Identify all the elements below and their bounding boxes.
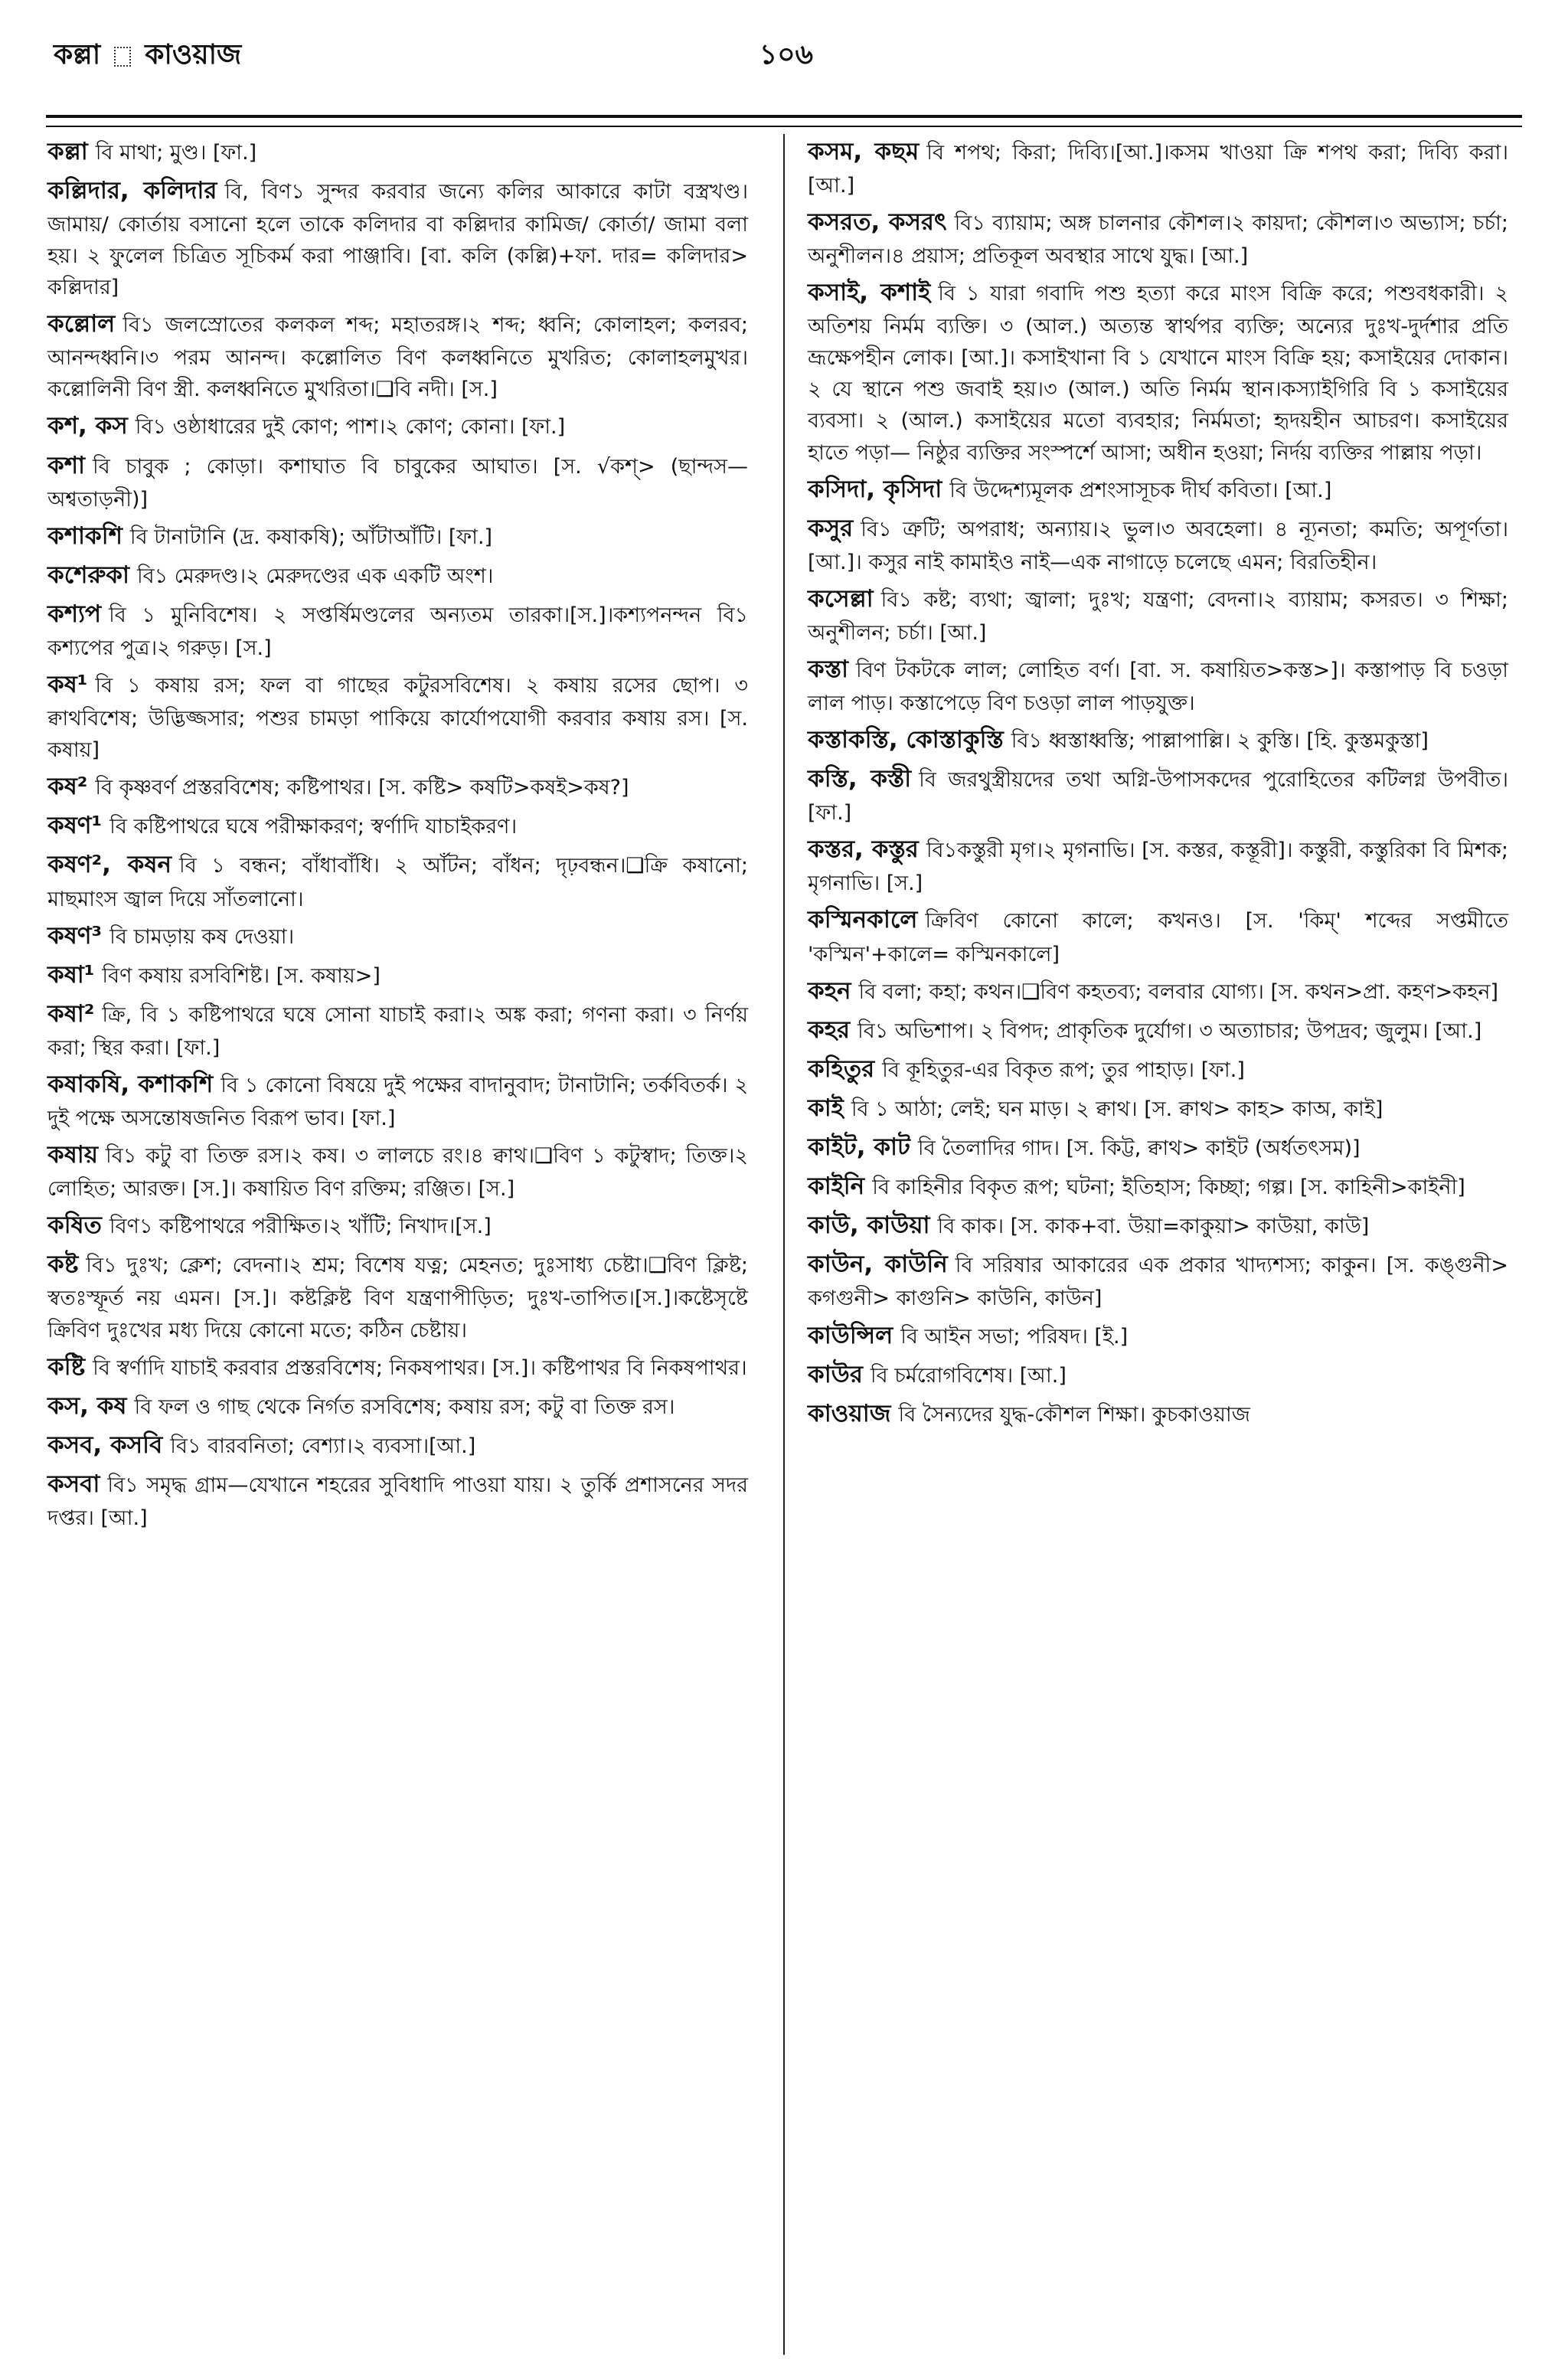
entry-definition: বি১ বারবনিতা; বেশ্যা।২ ব্যবসা।[আ.] (170, 1434, 476, 1458)
entry-headword: কষা² (47, 999, 95, 1028)
entry-headword: কস্তাকস্তি, কোস্তাকুস্তি (808, 726, 1004, 754)
entry-definition: বি১ দুঃখ; ক্লেশ; বেদনা।২ শ্রম; বিশেষ যত্ন; মেহনত; দুঃসাধ্য চেষ্টা।❑বিণ ক্লিষ্ট; স্বতঃস্ফূর্ত নয় এমন। [স.]। কষ্টক্লিষ্ট বিণ যন্ত্রণাপীড়িত; দুঃখ-তাপিত।[স.]।কষ্টেসৃষ্টে ক্রিবিণ দুঃখের মধ্য দিয়ে কোনো মতে; কঠিন চেষ্টায়। (47, 1254, 748, 1342)
entry-headword: কসুর (808, 514, 854, 542)
entry-definition: বি উদ্দেশ্যমূলক প্রশংসাসূচক দীর্ঘ কবিতা। [আ.] (949, 478, 1332, 502)
entry-headword: কষায় (47, 1141, 99, 1169)
entry-definition: বি তৈলাদির গাদ। [স. কিট্ট, ক্বাথ> কাইট (অর্ধতৎসম)] (917, 1136, 1361, 1161)
entry-headword: কষ্টি (47, 1352, 86, 1381)
dictionary-entry (47, 1208, 748, 1244)
left-column (47, 134, 748, 1537)
entry-headword: কাউর (808, 1360, 863, 1388)
entry-headword: কশ্যপ (47, 600, 102, 628)
entry-headword: কহন (808, 976, 851, 1005)
right-column (808, 134, 1508, 1435)
dictionary-entry (808, 1130, 1508, 1166)
entry-definition: বি শপথ; কিরা; দিব্যি।[আ.]।কসম খাওয়া ক্রি শপথ করা; দিব্যি করা। [আ.] (808, 141, 1508, 198)
entry-headword: কাইট, কাট (808, 1133, 910, 1162)
entry-headword: কাই (808, 1094, 844, 1122)
entry-definition: বি১ মেরুদণ্ড।২ মেরুদণ্ডের এক একটি অংশ। (136, 564, 494, 588)
entry-definition: বি ১ কষায় রস; ফল বা গাছের কটুরসবিশেষ। ২ কষায় রসের ছোপ। ৩ ক্বাথবিশেষ; উদ্ভিজ্জসার; পশুর চামড়া পাকিয়ে কার্যোপযোগী করবার কষায় রস। [স. কষায়] (47, 674, 748, 763)
entry-definition: বি বলা; কহা; কথন।❑বিণ কহতব্য; বলবার যোগ্য। [স. কথন>প্রা. কহণ>কহন] (858, 979, 1499, 1004)
entry-definition: বি১ অভিশাপ। ২ বিপদ; প্রাকৃতিক দুর্যোগ। ৩ অত্যাচার; উপদ্রব; জুলুম। [আ.] (858, 1019, 1482, 1043)
entry-headword: কাইনি (808, 1172, 865, 1201)
dictionary-entry (808, 511, 1508, 578)
dictionary-entry (47, 1388, 748, 1424)
entry-headword: কস্তর, কস্তুর (808, 835, 919, 864)
dictionary-entry (47, 1247, 748, 1346)
dictionary-entry (47, 173, 748, 303)
dictionary-entry (47, 558, 748, 594)
entry-definition: বি১ ধ্বস্তাধ্বস্তি; পাল্লাপাল্লি। ২ কুস্তি। [হি. কুস্তমকুস্তা] (1011, 729, 1429, 754)
entry-headword: কহর (808, 1015, 851, 1044)
entry-headword: কশেরুকা (47, 561, 129, 589)
dictionary-entry (808, 1012, 1508, 1048)
dictionary-entry (808, 902, 1508, 970)
entry-definition: বি ১ মুনিবিশেষ। ২ সপ্তর্ষিমণ্ডলের অন্যতম তারকা।[স.]।কশ্যপনন্দন বি১ কশ্যপের পুত্র।২ গরুড়। [স.] (47, 603, 748, 661)
header-rule (46, 115, 1522, 127)
dictionary-entry (47, 448, 748, 515)
entry-headword: কশ, কস (47, 412, 128, 440)
entry-headword: কসাই, কশাই (808, 279, 931, 307)
dictionary-entry (808, 722, 1508, 758)
entry-headword: কষা¹ (47, 960, 95, 989)
entry-definition: বি ১ যারা গবাদি পশু হত্যা করে মাংস বিক্রি করে; পশুবধকারী। ২ অতিশয় নির্মম ব্যক্তি। ৩ (আল.) অত্যন্ত স্বার্থপর ব্যক্তি; অন্যের দুঃখ-দুর্দশার প্রতি ভ্রূক্ষেপহীন লোক। [আ.]। কসাইখানা বি ১ যেখানে মাংস বিক্রি হয়; কসাইয়ের দোকান।২ যে স্থানে পশু জবাই হয়।৩ (আল.) অতি নির্মম স্থান।কস্যাইগিরি বি ১ কসাইয়ের ব্যবসা। ২ (আল.) কসাইয়ের মতো ব্যবহার; নির্মমতা; হৃদয়হীন আচরণ। কসাইয়ের হাতে পড়া— নিষ্ঠুর ব্যক্তির সংস্পর্শে আসা; অধীন হওয়া; নির্দয় ব্যক্তির পাল্লায় পড়া। (808, 282, 1508, 465)
dictionary-entry (808, 832, 1508, 899)
dictionary-entry (808, 1169, 1508, 1205)
dictionary-entry (808, 1357, 1508, 1393)
page-number: ১০৬ (759, 39, 814, 70)
dictionary-entry (47, 1349, 748, 1385)
dictionary-entry (808, 1051, 1508, 1087)
entry-headword: কষণ³ (47, 921, 103, 950)
dictionary-entry (47, 957, 748, 993)
entry-headword: কসরত, কসরৎ (808, 208, 947, 237)
entry-headword: কষাকষি, কশাকশি (47, 1070, 214, 1098)
dictionary-entry (808, 1247, 1508, 1314)
entry-definition: বি, বিণ১ সুন্দর করবার জন্যে কলির আকারে কাটা বস্ত্রখণ্ড। জামায়/ কোর্তায় বসানো হলে তাকে কলিদার বা কল্লিদার কামিজ/ কোর্তা/ জামা বলা হয়। ২ ফুলেল চিত্রিত সূচিকর্ম করা পাঞ্জাবি। [বা. কলি (কল্লি)+ফা. দার= কলিদার> কল্লিদার] (47, 180, 748, 300)
entry-definition: বি টানাটানি (দ্র. কষাকষি); আঁটাআঁটি। [ফা.] (129, 525, 493, 549)
entry-definition: বি ফল ও গাছ থেকে নির্গত রসবিশেষ; কষায় রস; কটু বা তিক্ত রস। (134, 1395, 675, 1419)
entry-definition: বি১কস্তুরী মৃগ।২ মৃগনাভি। [স. কস্তর, কস্তূরী]। কস্তুরী, কস্তুরিকা বি মিশক; মৃগনাভি। [স.] (808, 839, 1508, 896)
entry-definition: বিণ কষায় রসবিশিষ্ট। [স. কষায়>] (102, 963, 381, 988)
entry-definition: বি কষ্টিপাথরে ঘষে পরীক্ষাকরণ; স্বর্ণাদি যাচাইকরণ। (109, 815, 518, 839)
dictionary-entry (47, 808, 748, 844)
guide-word-end: কাওয়াজ (145, 39, 242, 70)
entry-headword: কশাকশি (47, 522, 122, 550)
dictionary-entry (47, 518, 748, 554)
entry-definition: বি চামড়ায় কষ দেওয়া। (109, 924, 295, 949)
dictionary-entry (808, 134, 1508, 201)
entry-definition: বি১ সমৃদ্ধ গ্রাম—যেখানে শহরের সুবিধাদি পাওয়া যায়। ২ তুর্কি প্রশাসনের সদর দপ্তর। [আ.] (47, 1473, 748, 1530)
page-header (54, 26, 1519, 87)
entry-headword: কস্তা (808, 655, 848, 683)
entry-headword: কসিদা, কৃসিদা (808, 475, 942, 503)
entry-definition: বিণ১ কষ্টিপাথরে পরীক্ষিত।২ খাঁটি; নিখাদ।[স.] (109, 1215, 492, 1239)
dictionary-entry (808, 761, 1508, 829)
dictionary-entry (808, 472, 1508, 508)
dictionary-entry (47, 306, 748, 405)
dictionary-entry (47, 1067, 748, 1134)
entry-definition: বি১ জলস্রোতের কলকল শব্দ; মহাতরঙ্গ।২ শব্দ; ধ্বনি; কোলাহল; কলরব; আনন্দধ্বনি।৩ পরম আনন্দ। কল্লোলিত বিণ কলধ্বনিতে মুখরিত; কোলাহলমুখর। কল্লোলিনী বিণ স্ত্রী. কলধ্বনিতে মুখরিতা।❑বি নদী। [স.] (47, 313, 748, 402)
guide-word-start: কল্লা (54, 39, 101, 70)
entry-definition: বি ১ আঠা; লেই; ঘন মাড়। ২ ক্বাথ। [স. ক্বাথ> কাহ> কাঅ, কাই] (851, 1097, 1383, 1121)
dictionary-entry (47, 667, 748, 766)
dictionary-entry (47, 769, 748, 805)
entry-definition: বি ১ বন্ধন; বাঁধাবাঁধি। ২ আঁটন; বাঁধন; দৃঢ়বন্ধন।❑ক্রি কষানো; মাছমাংস জ্বাল দিয়ে সাঁতলানো। (47, 854, 748, 911)
entry-headword: কহিতুর (808, 1055, 875, 1083)
entry-headword: কাওয়াজ (808, 1399, 891, 1427)
entry-definition: বি চাবুক ; কোড়া। কশাঘাত বি চাবুকের আঘাত। [স. √কশ্‌> (ছান্দস—অশ্বতাড়নী)] (47, 454, 748, 512)
dictionary-entry (47, 1467, 748, 1534)
entry-headword: কাউন, কাউনি (808, 1251, 948, 1279)
entry-headword: কশা (47, 451, 86, 479)
dictionary-entry (47, 134, 748, 170)
entry-definition: বি আইন সভা; পরিষদ। [ই.] (900, 1324, 1129, 1349)
entry-headword: কষণ², কষন (47, 851, 172, 879)
entry-definition: বি ১ কোনো বিষয়ে দুই পক্ষের বাদানুবাদ; টানাটানি; তর্কবিতর্ক। ২ দুই পক্ষে অসন্তোষজনিত বিরূপ ভাব। [ফা.] (47, 1073, 748, 1131)
entry-headword: কষ² (47, 773, 88, 801)
dictionary-entry (808, 652, 1508, 719)
entry-headword: কস্তি, কস্তী (808, 765, 912, 793)
dictionary-entry (47, 996, 748, 1064)
dictionary-entry (47, 847, 748, 914)
dictionary-entry (47, 408, 748, 444)
entry-headword: কষ¹ (47, 671, 88, 699)
column-divider (783, 134, 785, 2355)
entry-headword: কাউন্সিল (808, 1321, 893, 1349)
entry-definition: বি মাথা; মুণ্ড। [ফা.] (95, 141, 257, 165)
entry-headword: কাউ, কাউয়া (808, 1212, 930, 1240)
dictionary-entry (808, 275, 1508, 468)
dictionary-entry (808, 973, 1508, 1009)
entry-headword: কল্লিদার, কলিদার (47, 177, 217, 205)
entry-definition: ক্রিবিণ কোনো কালে; কখনও। [স. 'কিম্‌' শব্দের সপ্তমীতে 'কস্মিন'+কালে= কস্মিনকালে] (808, 909, 1508, 966)
entry-headword: কসব, কসবি (47, 1431, 163, 1459)
entry-definition: বি১ কটু বা তিক্ত রস।২ কষ। ৩ লালচে রং।৪ ক্বাথ।❑বিণ ১ কটুস্বাদ; তিক্ত।২ লোহিত; আরক্ত। [স.]। কষায়িত বিণ রক্তিম; রঞ্জিত। [স.] (47, 1144, 748, 1202)
entry-headword: কল্লোল (47, 310, 116, 338)
entry-definition: বি কাহিনীর বিকৃত রূপ; ঘটনা; ইতিহাস; কিচ্ছা; গল্প। [স. কাহিনী>কাইনী] (872, 1176, 1465, 1200)
entry-definition: বি স্বর্ণাদি যাচাই করবার প্রস্তরবিশেষ; নিকষপাথর। [স.]। কষ্টিপাথর বি নিকষপাথর। (93, 1355, 747, 1380)
entry-headword: কসম, কছম (808, 138, 920, 165)
entry-headword: কষণ¹ (47, 812, 103, 840)
entry-definition: বি চর্মরোগবিশেষ। [আ.] (870, 1363, 1067, 1388)
entry-definition: বি সরিষার আকারের এক প্রকার খাদ্যশস্য; কাকুন। [স. কঙ্গুনী> কগগুনী> কাগুনি> কাউনি, কাউন] (808, 1254, 1509, 1311)
dictionary-entry (808, 1396, 1508, 1432)
dictionary-entry (47, 1427, 748, 1463)
entry-definition: ক্রি, বি ১ কষ্টিপাথরে ঘষে সোনা যাচাই করা।২ অঙ্ক করা; গণনা করা। ৩ নির্ণয় করা; স্থির করা। [ফা.] (47, 1002, 748, 1060)
entry-headword: কস্মিনকালে (808, 906, 918, 934)
dictionary-entry (808, 1208, 1508, 1244)
dictionary-entry (47, 918, 748, 954)
entry-definition: বি১ ব্যায়াম; অঙ্গ চালনার কৌশল।২ কায়দা; কৌশল।৩ অভ্যাস; চর্চা; অনুশীলন।৪ প্রয়াস; প্রতিকূল অবস্থার সাথে যুদ্ধ। [আ.] (808, 211, 1508, 269)
entry-definition: বি কূহিতুর-এর বিকৃত রূপ; তুর পাহাড়। [ফা.] (882, 1058, 1245, 1082)
entry-definition: বি১ কষ্ট; ব্যথা; জ্বালা; দুঃখ; যন্ত্রণা; বেদনা।২ ব্যায়াম; কসরত। ৩ শিক্ষা; অনুশীলন; চর্চা। [আ.] (808, 587, 1508, 645)
entry-definition: বি কৃষ্ণবর্ণ প্রস্তরবিশেষ; কষ্টিপাথর। [স. কষ্টি> কষটি>কষই>কষ?] (95, 776, 629, 800)
dictionary-entry (47, 1137, 748, 1205)
entry-definition: বি কাক। [স. কাক+বা. উয়া=কাকুয়া> কাউয়া, কাউ] (937, 1215, 1370, 1239)
guide-words (54, 34, 241, 80)
dictionary-entry (808, 581, 1508, 649)
entry-definition: বি জরথুস্ত্রীয়দের তথা অগ্নি-উপাসকদের পুরোহিতের কটিলগ্ন উপবীত। [ফা.] (808, 768, 1508, 826)
entry-definition: বিণ টকটকে লাল; লোহিত বর্ণ। [বা. স. কষায়িত>কস্ত>]। কস্তাপাড় বি চওড়া লাল পাড়। কস্তাপেড়ে বিণ চওড়া লাল পাড়যুক্ত। (808, 658, 1508, 716)
dictionary-entry (808, 1091, 1508, 1127)
entry-headword: কসবা (47, 1470, 100, 1498)
entry-definition: বি১ ত্রুটি; অপরাধ; অন্যায়।২ ভুল।৩ অবহেলা। ৪ ন্যূনতা; কমতি; অপূর্ণতা।[আ.]। কসুর নাই কামাইও নাই—এক নাগাড়ে চলেছে এমন; বিরতিহীন। (808, 517, 1508, 574)
dictionary-entry (808, 204, 1508, 272)
entry-headword: কষ্ট (47, 1251, 79, 1279)
dictionary-entry (47, 597, 748, 664)
dictionary-entry (808, 1318, 1508, 1354)
entry-headword: কল্লা (47, 138, 88, 165)
entry-headword: কষিত (47, 1212, 102, 1240)
guide-separator-icon (114, 47, 131, 67)
entry-definition: বি সৈন্যদের যুদ্ধ-কৌশল শিক্ষা। কুচকাওয়াজ (898, 1402, 1250, 1427)
entry-definition: বি১ ওষ্ঠাধারের দুই কোণ; পাশ।২ কোণ; কোনা। [ফা.] (135, 415, 566, 440)
entry-headword: কস, কষ (47, 1391, 127, 1420)
entry-headword: কসেল্লা (808, 584, 874, 613)
